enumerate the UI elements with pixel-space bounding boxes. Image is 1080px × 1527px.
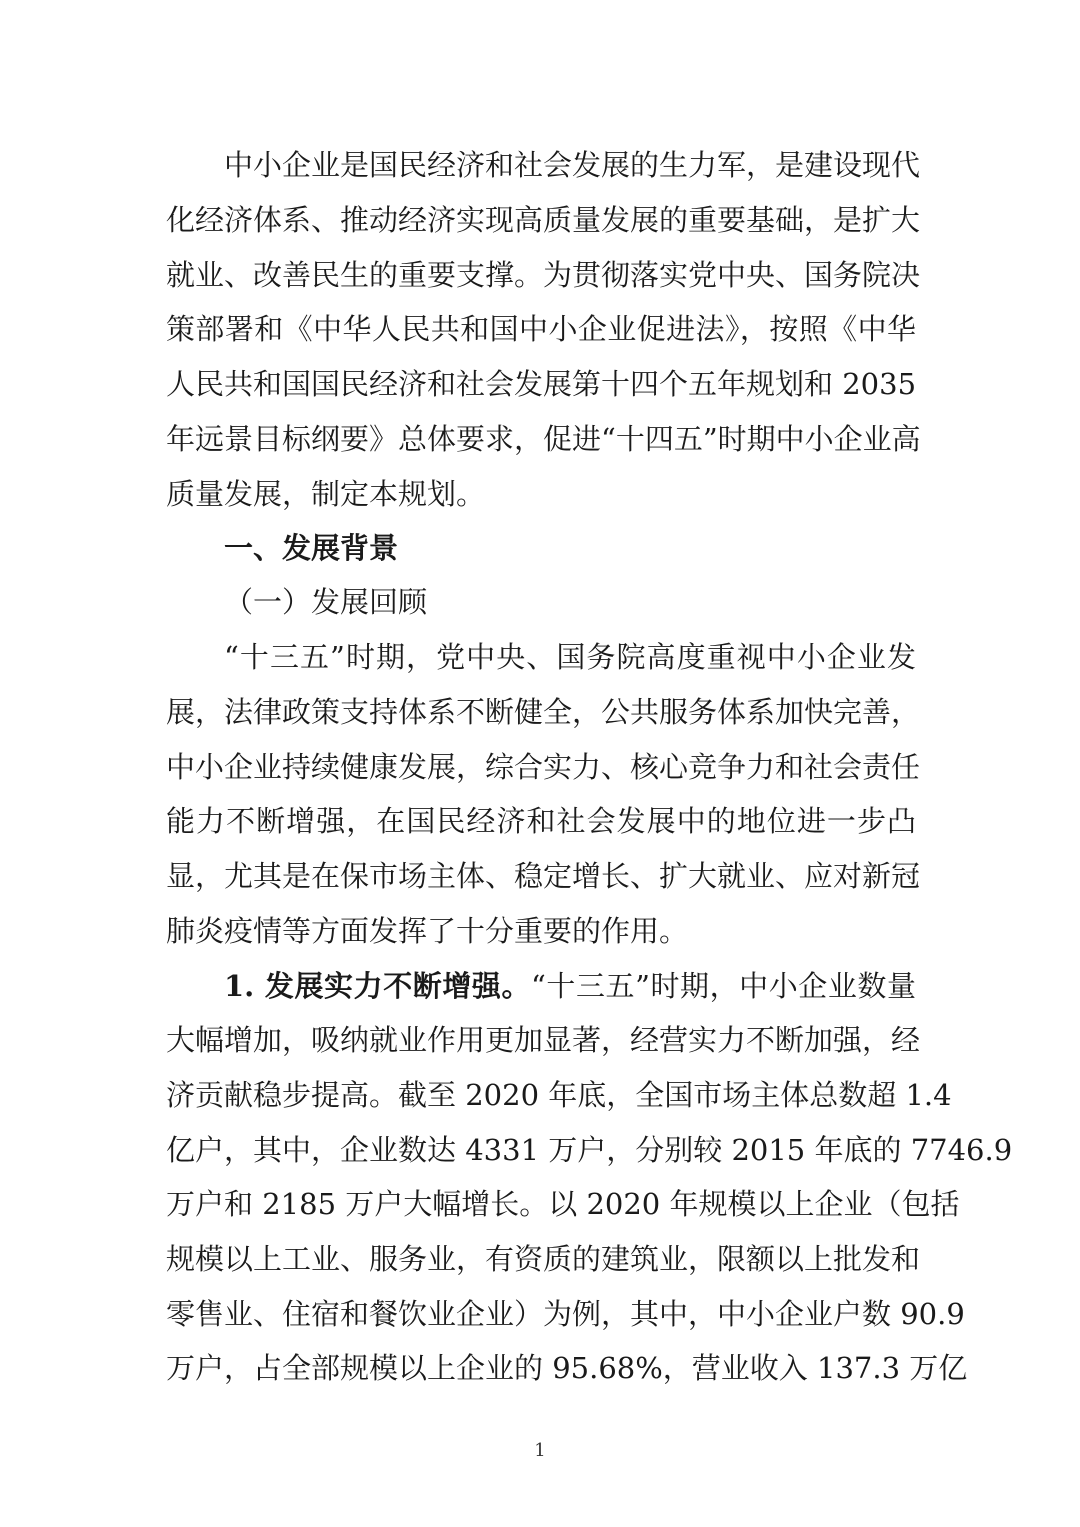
paragraph-review-line: 肺炎疫情等方面发挥了十分重要的作用。 (166, 914, 689, 948)
paragraph-point1-line: 万户，占全部规模以上企业的 95.68%，营业收入 137.3 万亿 (166, 1351, 968, 1385)
point-1-first-line (224, 958, 916, 1014)
paragraph-intro-line: 质量发展，制定本规划。 (166, 477, 486, 511)
paragraph-intro-line: 策部署和《中华人民共和国中小企业促进法》，按照《中华 (166, 312, 916, 346)
paragraph-review-line: 显，尤其是在保市场主体、稳定增长、扩大就业、应对新冠 (166, 859, 921, 893)
paragraph-point1-line: 济贡献稳步提高。截至 2020 年底，全国市场主体总数超 1.4 (166, 1078, 952, 1112)
paragraph-review-line: 展，法律政策支持体系不断健全，公共服务体系加快完善， (166, 695, 921, 729)
paragraph-intro-line: 化经济体系、推动经济实现高质量发展的重要基础，是扩大 (166, 203, 921, 237)
paragraph-intro-line: 就业、改善民生的重要支撑。为贯彻落实党中央、国务院决 (166, 258, 921, 292)
paragraph-intro-line: 中小企业是国民经济和社会发展的生力军，是建设现代 (224, 148, 921, 182)
paragraph-intro-line: 人民共和国国民经济和社会发展第十四个五年规划和 2035 (166, 367, 917, 401)
paragraph-point1-line: 零售业、住宿和餐饮业企业）为例，其中，中小企业户数 90.9 (166, 1297, 965, 1331)
point-1-title: 1. 发展实力不断增强。 (224, 969, 532, 1003)
paragraph-point1-line: 亿户，其中，企业数达 4331 万户，分别较 2015 年底的 7746.9 (166, 1133, 1013, 1167)
paragraph-review-line: 能力不断增强，在国民经济和社会发展中的地位进一步凸 (166, 804, 916, 838)
paragraph-point1-line: 规模以上工业、服务业，有资质的建筑业，限额以上批发和 (166, 1242, 921, 1276)
paragraph-intro-line: 年远景目标纲要》总体要求，促进“十四五”时期中小企业高 (166, 422, 921, 456)
paragraph-point1-line: 大幅增加，吸纳就业作用更加显著，经营实力不断加强，经 (166, 1023, 921, 1057)
page-number: 1 (534, 1440, 546, 1461)
point-1-first-text: “十三五”时期，中小企业数量 (531, 969, 916, 1003)
paragraph-review-line: 中小企业持续健康发展，综合实力、核心竞争力和社会责任 (166, 750, 921, 784)
section-heading: 一、发展背景 (224, 531, 399, 565)
subsection-heading: （一）发展回顾 (224, 585, 428, 619)
paragraph-point1-line: 万户和 2185 万户大幅增长。以 2020 年规模以上企业（包括 (166, 1187, 960, 1221)
paragraph-review-line: “十三五”时期，党中央、国务院高度重视中小企业发 (224, 640, 916, 674)
